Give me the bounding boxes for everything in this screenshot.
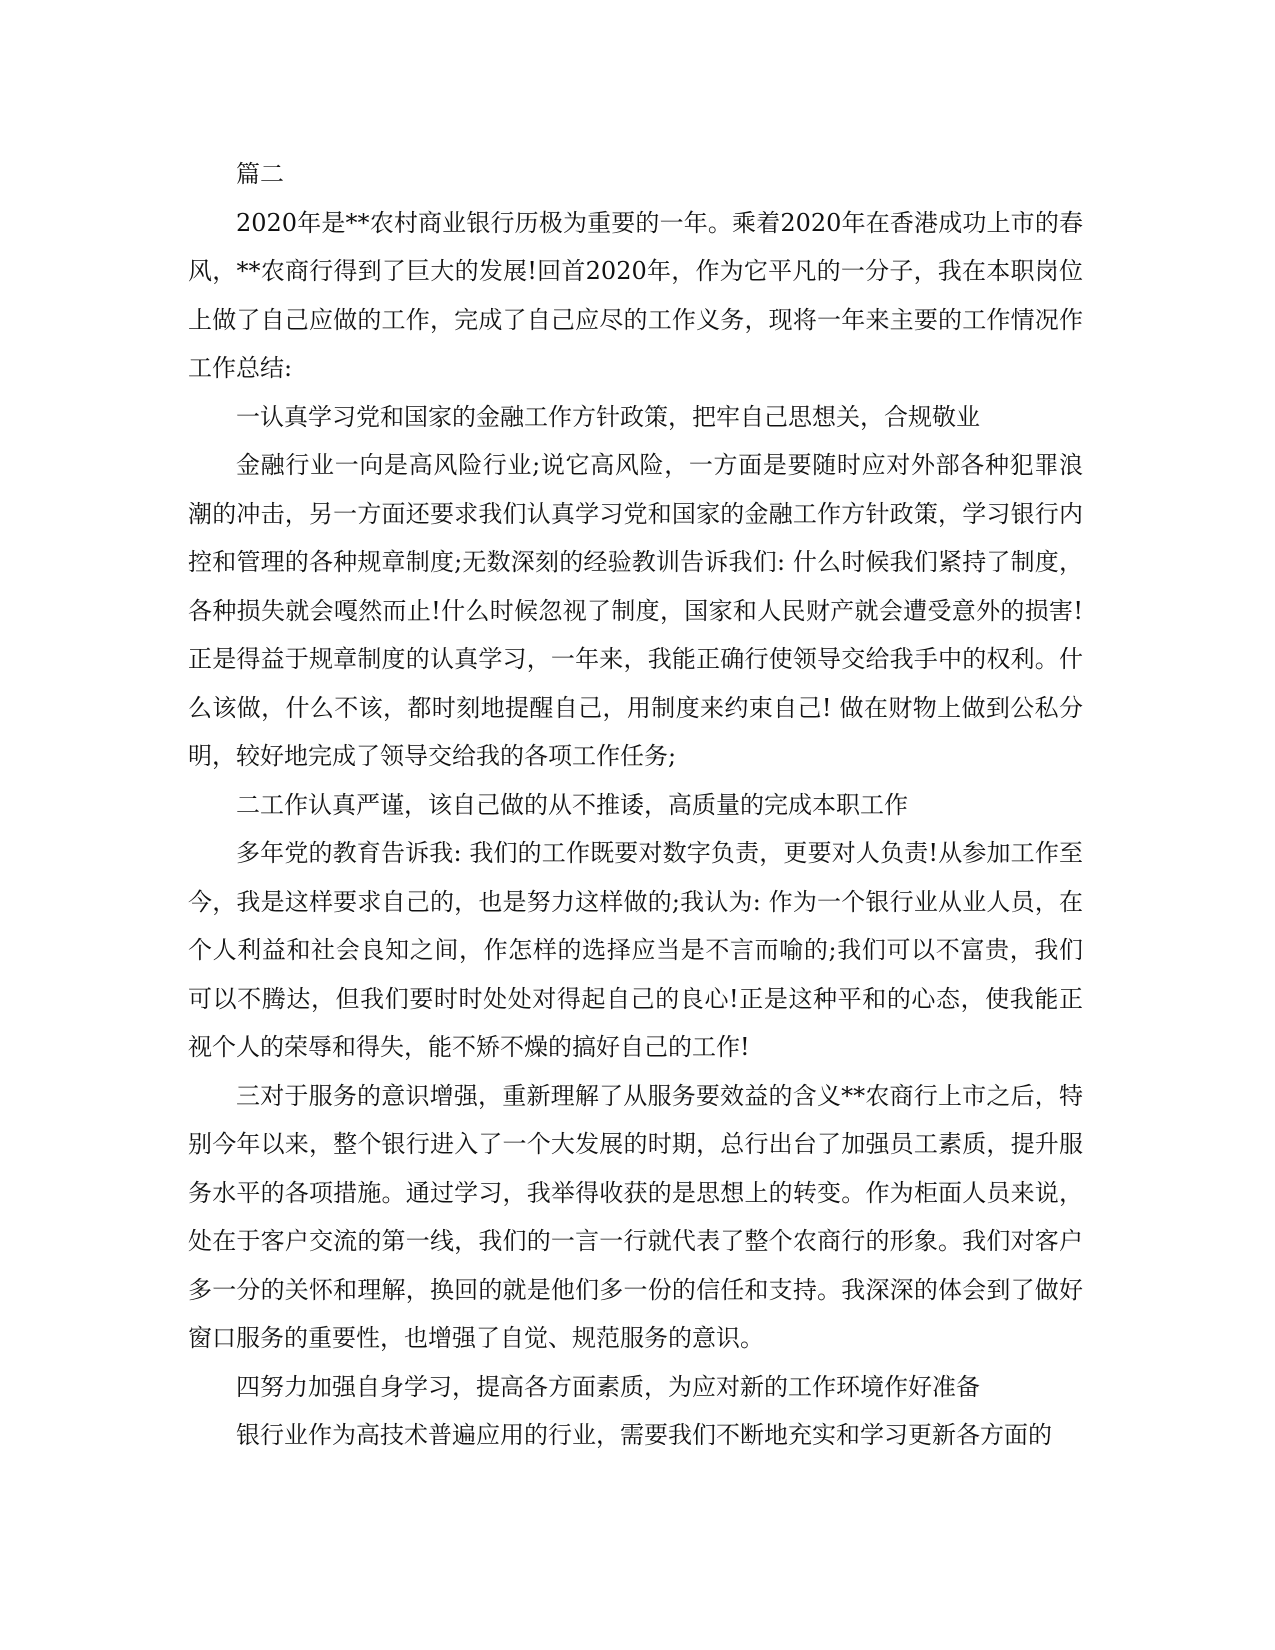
paragraph-four: 银行业作为高技术普遍应用的行业，需要我们不断地充实和学习更新各方面的 [236, 1421, 1052, 1449]
section-label: 篇二 [236, 160, 284, 188]
paragraph-three: 三对于服务的意识增强，重新理解了从服务要效益的含义**农商行上市之后，特别今年以来，整个银行进入了一个大发展的时期，总行出台了加强员工素质，提升服务水平的各项措施。通过学习，我举得收获的是思想上的转变。作为柜面人员来说，处在于客户交流的第一线，我们的一言一行就代表了整个农商行的形象。我们对客户多一分的关怀和理解，换回的就是他们多一份的信任和支持。我深深的体会到了做好窗口服务的重要性，也增强了自觉、规范服务的意识。 [188, 1081, 1083, 1352]
paragraph-intro: 2020年是**农村商业银行历极为重要的一年。乘着2020年在香港成功上市的春风，**农商行得到了巨大的发展!回首2020年，作为它平凡的一分子，我在本职岗位上做了自己应做的工作，完成了自己应尽的工作义务，现将一年来主要的工作情况作工作总结: [188, 208, 1083, 382]
paragraph-two: 多年党的教育告诉我: 我们的工作既要对数字负责，更要对人负责!从参加工作至今，我是这样要求自己的，也是努力这样做的;我认为: 作为一个银行业从业人员，在个人利益和社会良知之间，作怎样的选择应当是不言而喻的;我们可以不富贵，我们可以不腾达，但我们要时时处处对得起自己的良心!正是这种平和的心态，使我能正视个人的荣辱和得失，能不矫不燥的搞好自己的工作! [188, 839, 1083, 1061]
document-body [188, 150, 1083, 1460]
heading-two: 二工作认真严谨，该自己做的从不推诿，高质量的完成本职工作 [236, 790, 908, 819]
paragraph-one: 金融行业一向是高风险行业;说它高风险，一方面是要随时应对外部各种犯罪浪潮的冲击，另一方面还要求我们认真学习党和国家的金融工作方针政策，学习银行内控和管理的各种规章制度;无数深刻的经验教训告诉我们: 什么时候我们紧持了制度，各种损失就会嘎然而止!什么时候忽视了制度，国家和人民财产就会遭受意外的损害!正是得益于规章制度的认真学习，一年来，我能正确行使领导交给我手中的权利。什么该做，什么不该，都时刻地提醒自己，用制度来约束自己! 做在财物上做到公私分明，较好地完成了领导交给我的各项工作任务; [188, 451, 1083, 770]
heading-one: 一认真学习党和国家的金融工作方针政策，把牢自己思想关，合规敬业 [236, 402, 980, 431]
heading-four: 四努力加强自身学习，提高各方面素质，为应对新的工作环境作好准备 [236, 1372, 980, 1401]
